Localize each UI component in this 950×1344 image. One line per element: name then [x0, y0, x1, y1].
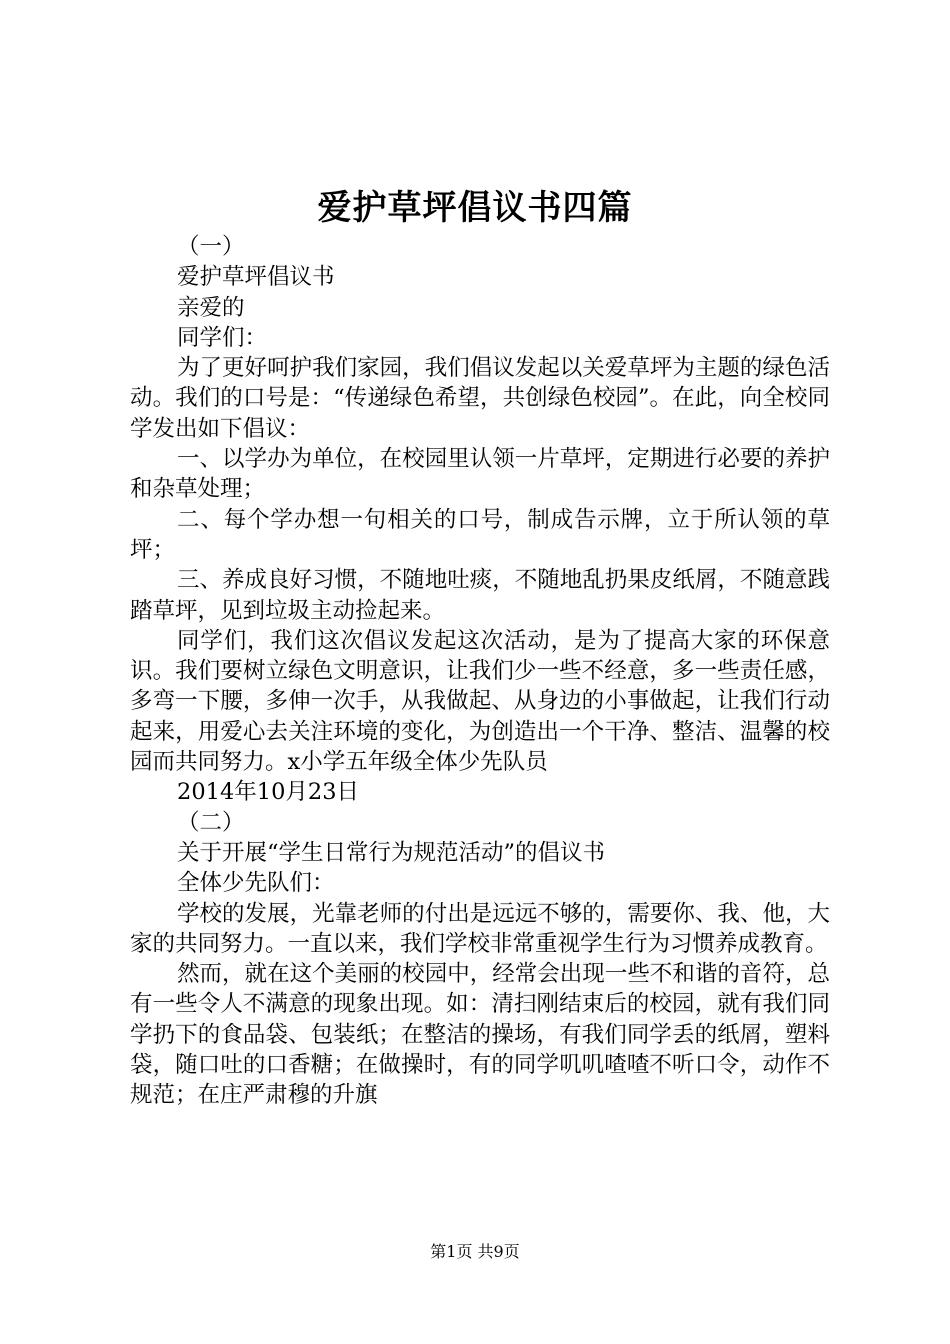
salutation: 同学们：	[177, 324, 268, 351]
date-line: 2014年10月23日	[177, 779, 360, 806]
document-body	[130, 232, 830, 1111]
document-title: 爱护草坪倡议书四篇	[317, 188, 633, 228]
section-number: （二）	[177, 809, 245, 836]
section-number: （一）	[177, 234, 245, 260]
paragraph: 同学们，我们这次倡议发起这次活动，是为了提高大家的环保意识。我们要树立绿色文明意识，让我们少一些不经意，多一些责任感，多弯一下腰，多伸一次手，从我做起、从身边的小事做起，让我们行动起来，用爱心去关注环境的变化，为创造出一个干净、整洁、温馨的校园而共同努力。x小学五年级全体少先队员	[130, 627, 830, 776]
paragraph: 二、每个学办想一句相关的口号，制成告示牌，立于所认领的草坪；	[130, 506, 830, 563]
paragraph: 为了更好呵护我们家园，我们倡议发起以关爱草坪为主题的绿色活动。我们的口号是：“传递绿色希望，共创绿色校园”。在此，向全校同学发出如下倡议：	[130, 355, 830, 442]
letter-heading: 关于开展“学生日常行为规范活动”的倡议书	[177, 839, 606, 866]
page-footer: 第1页 共9页	[430, 1242, 520, 1261]
paragraph: 一、以学办为单位，在校园里认领一片草坪，定期进行必要的养护和杂草处理；	[130, 446, 830, 503]
salutation: 亲爱的	[177, 294, 245, 321]
letter-heading: 爱护草坪倡议书	[177, 264, 335, 291]
paragraph: 三、养成良好习惯，不随地吐痰，不随地乱扔果皮纸屑，不随意践踏草坪，见到垃圾主动捡起来。	[130, 567, 830, 624]
salutation: 全体少先队们：	[177, 870, 335, 897]
paragraph: 然而，就在这个美丽的校园中，经常会出现一些不和谐的音符，总有一些令人不满意的现象出现。如：清扫刚结束后的校园，就有我们同学扔下的食品袋、包装纸；在整洁的操场，有我们同学丢的纸屑，塑料袋，随口吐的口香糖；在做操时，有的同学叽叽喳喳不听口令，动作不规范；在庄严肃穆的升旗	[130, 961, 830, 1109]
paragraph: 学校的发展，光靠老师的付出是远远不够的，需要你、我、他，大家的共同努力。一直以来，我们学校非常重视学生行为习惯养成教育。	[130, 900, 830, 957]
